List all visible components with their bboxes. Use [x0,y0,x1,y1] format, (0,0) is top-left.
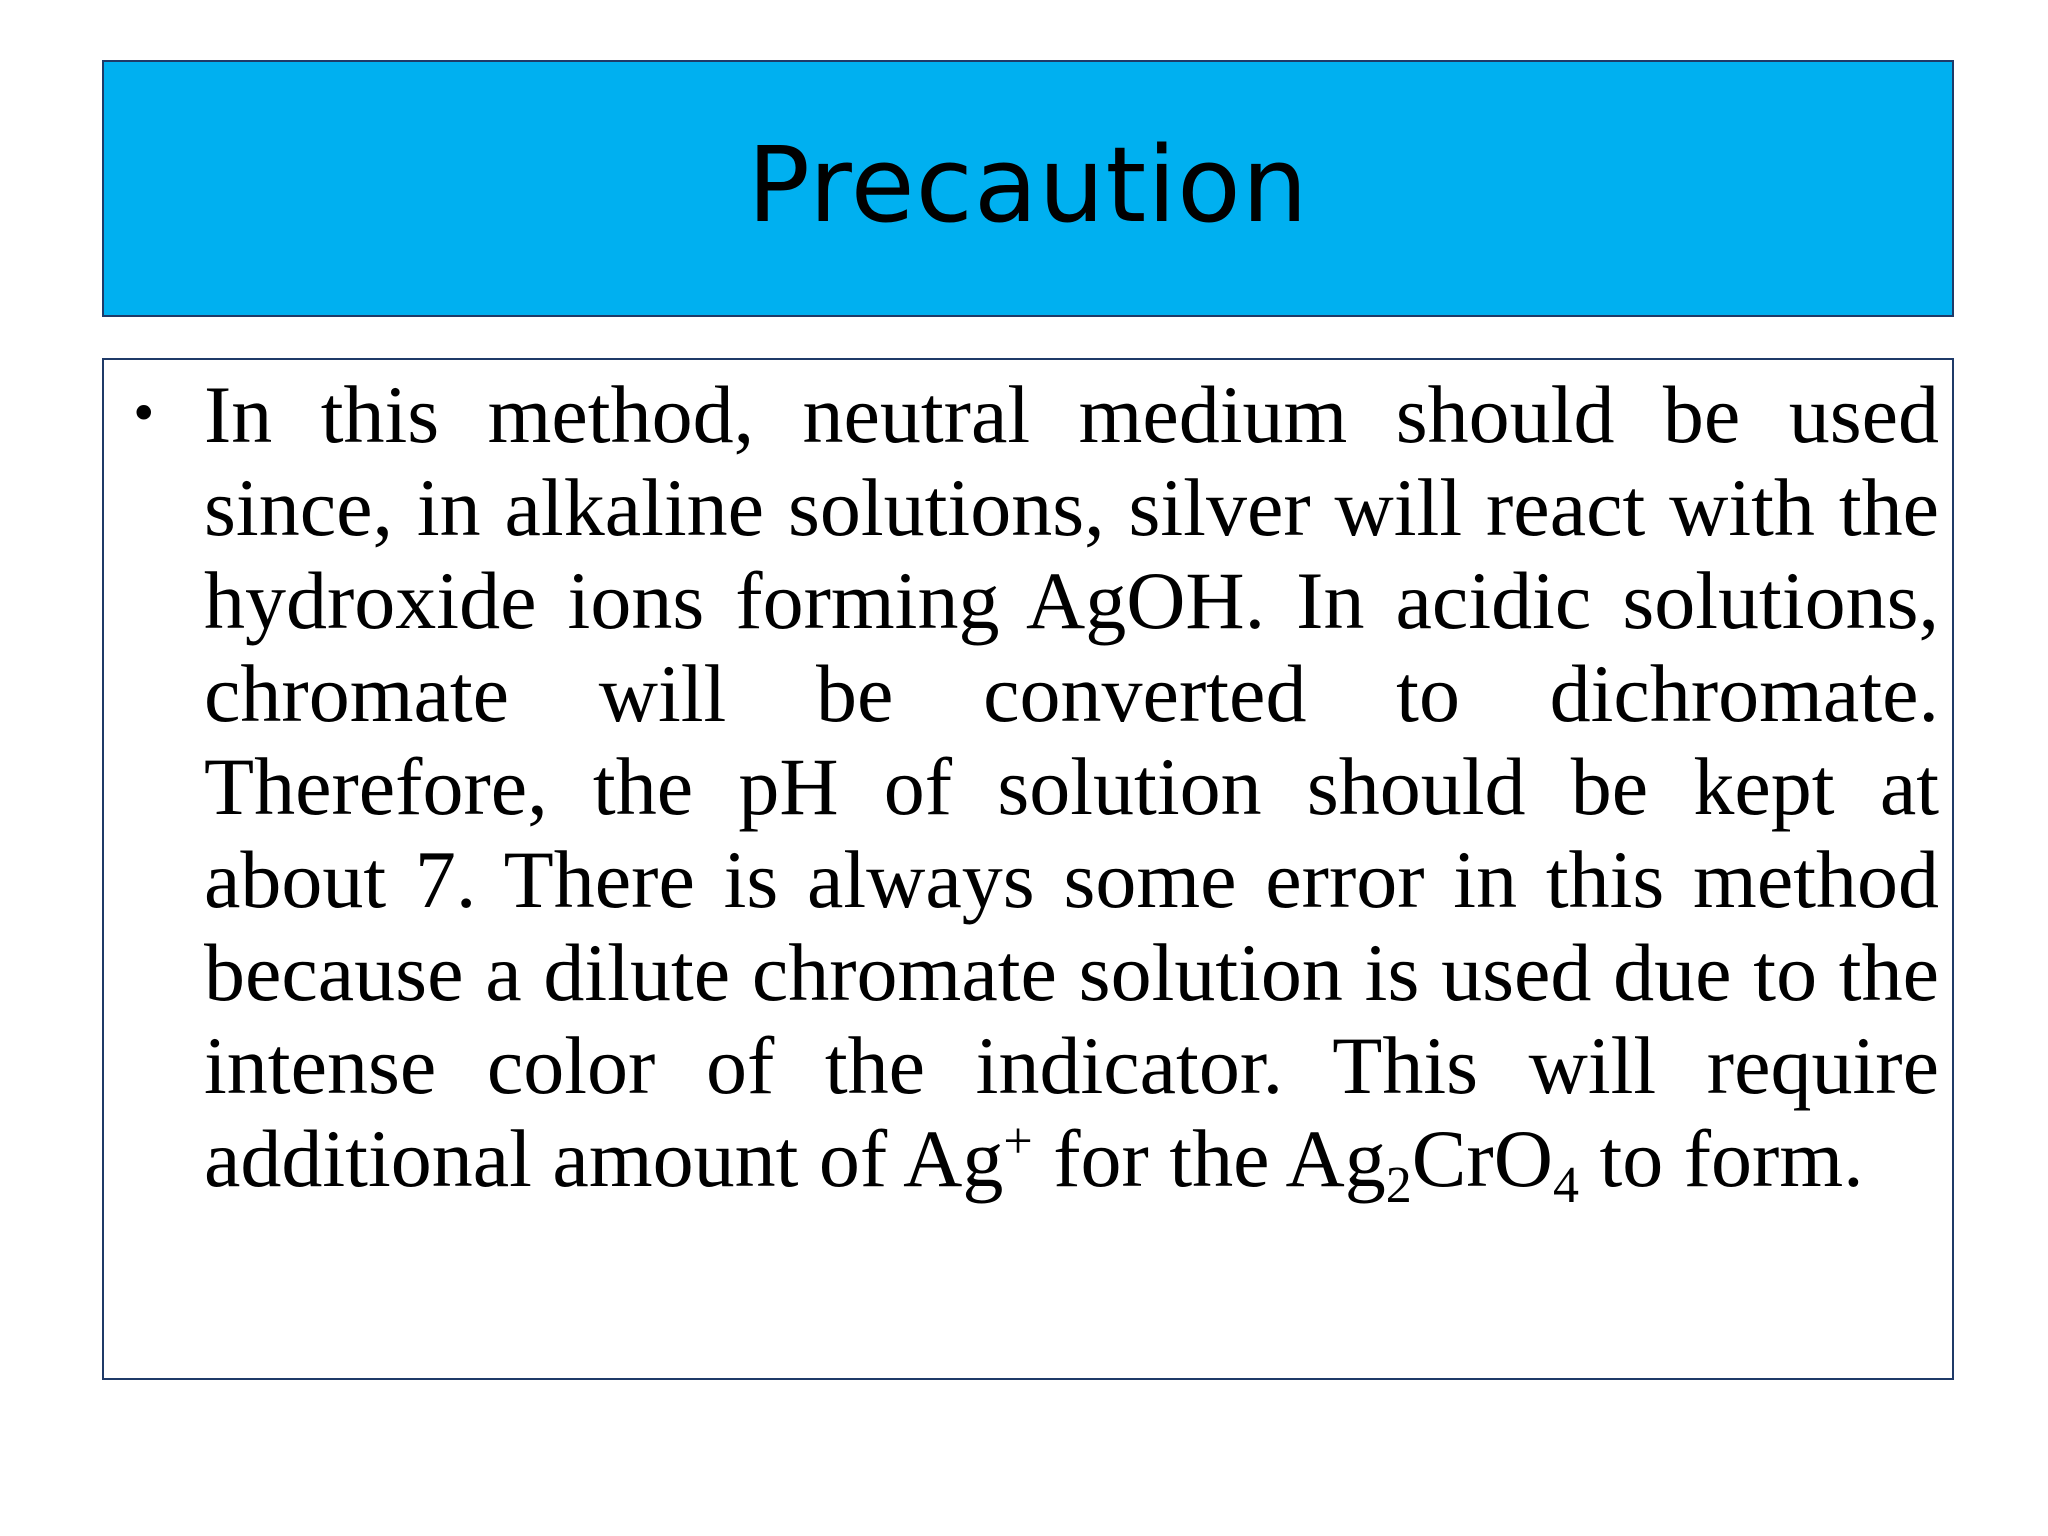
formula-cro: CrO [1411,1113,1553,1204]
slide-title: Precaution [747,123,1309,246]
bullet-marker: • [129,385,159,443]
formula-ag: Ag [1285,1113,1386,1204]
formula-subscript-4: 4 [1552,1157,1579,1214]
formula-subscript-2: 2 [1385,1157,1412,1214]
paragraph-main-text: In this method, neutral medium should be used since, in alkaline solutions, silver will react with the hydroxide ions forming AgOH. In acidic solutions, chromate will be converted to dichromate. Therefore, the pH of solution should be kept at about 7. There is always some error in this method because a dilute chromate solution is used due to the intense color of the indicator. This will require additional amount of Ag [204,369,1939,1204]
precaution-paragraph [204,368,1939,1214]
paragraph-ending-text: to form. [1578,1113,1864,1204]
paragraph-connector-text: for the [1032,1113,1286,1204]
content-box [102,358,1954,1380]
title-banner [102,60,1954,317]
ag-charge-superscript: + [1003,1113,1033,1170]
